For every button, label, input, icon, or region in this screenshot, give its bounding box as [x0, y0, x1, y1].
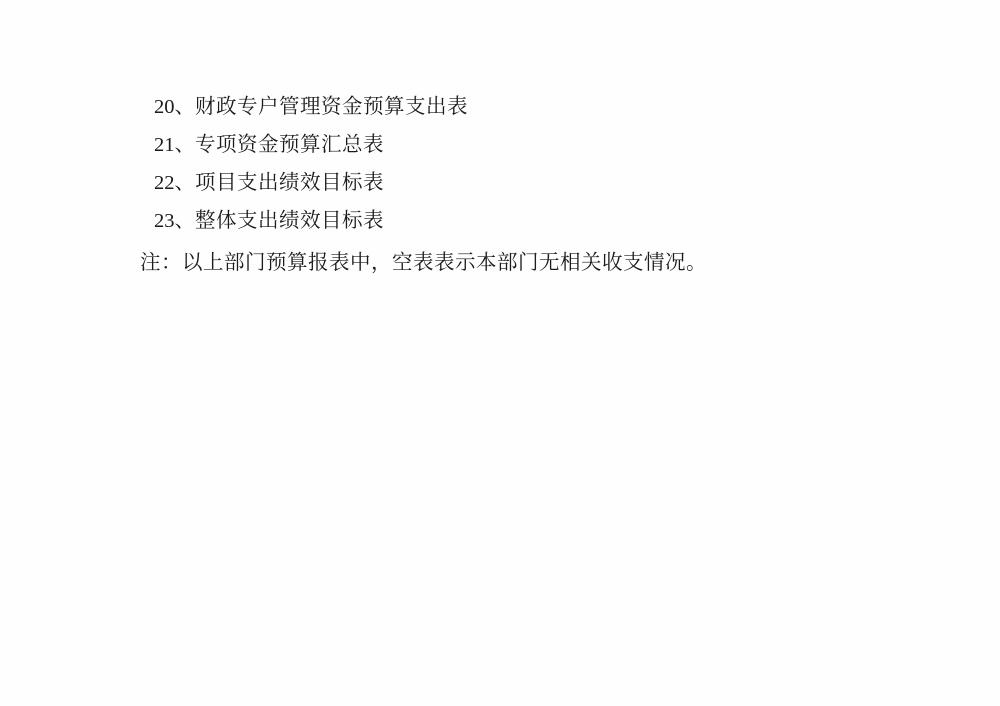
list-item [140, 88, 860, 126]
list-item-number: 23、 [154, 210, 195, 232]
list-item-number: 20、 [154, 96, 195, 118]
list-item [140, 202, 860, 240]
list-item-number: 21、 [154, 134, 195, 156]
list-item [140, 164, 860, 202]
list-item-label: 整体支出绩效目标表 [195, 208, 384, 232]
document-body [140, 88, 860, 281]
list-item [140, 126, 860, 164]
list-item-label: 专项资金预算汇总表 [195, 132, 384, 156]
document-note: 注：以上部门预算报表中，空表表示本部门无相关收支情况。 [140, 250, 707, 274]
list-item-label: 财政专户管理资金预算支出表 [195, 94, 468, 118]
list-item-number: 22、 [154, 172, 195, 194]
list-item-label: 项目支出绩效目标表 [195, 170, 384, 194]
